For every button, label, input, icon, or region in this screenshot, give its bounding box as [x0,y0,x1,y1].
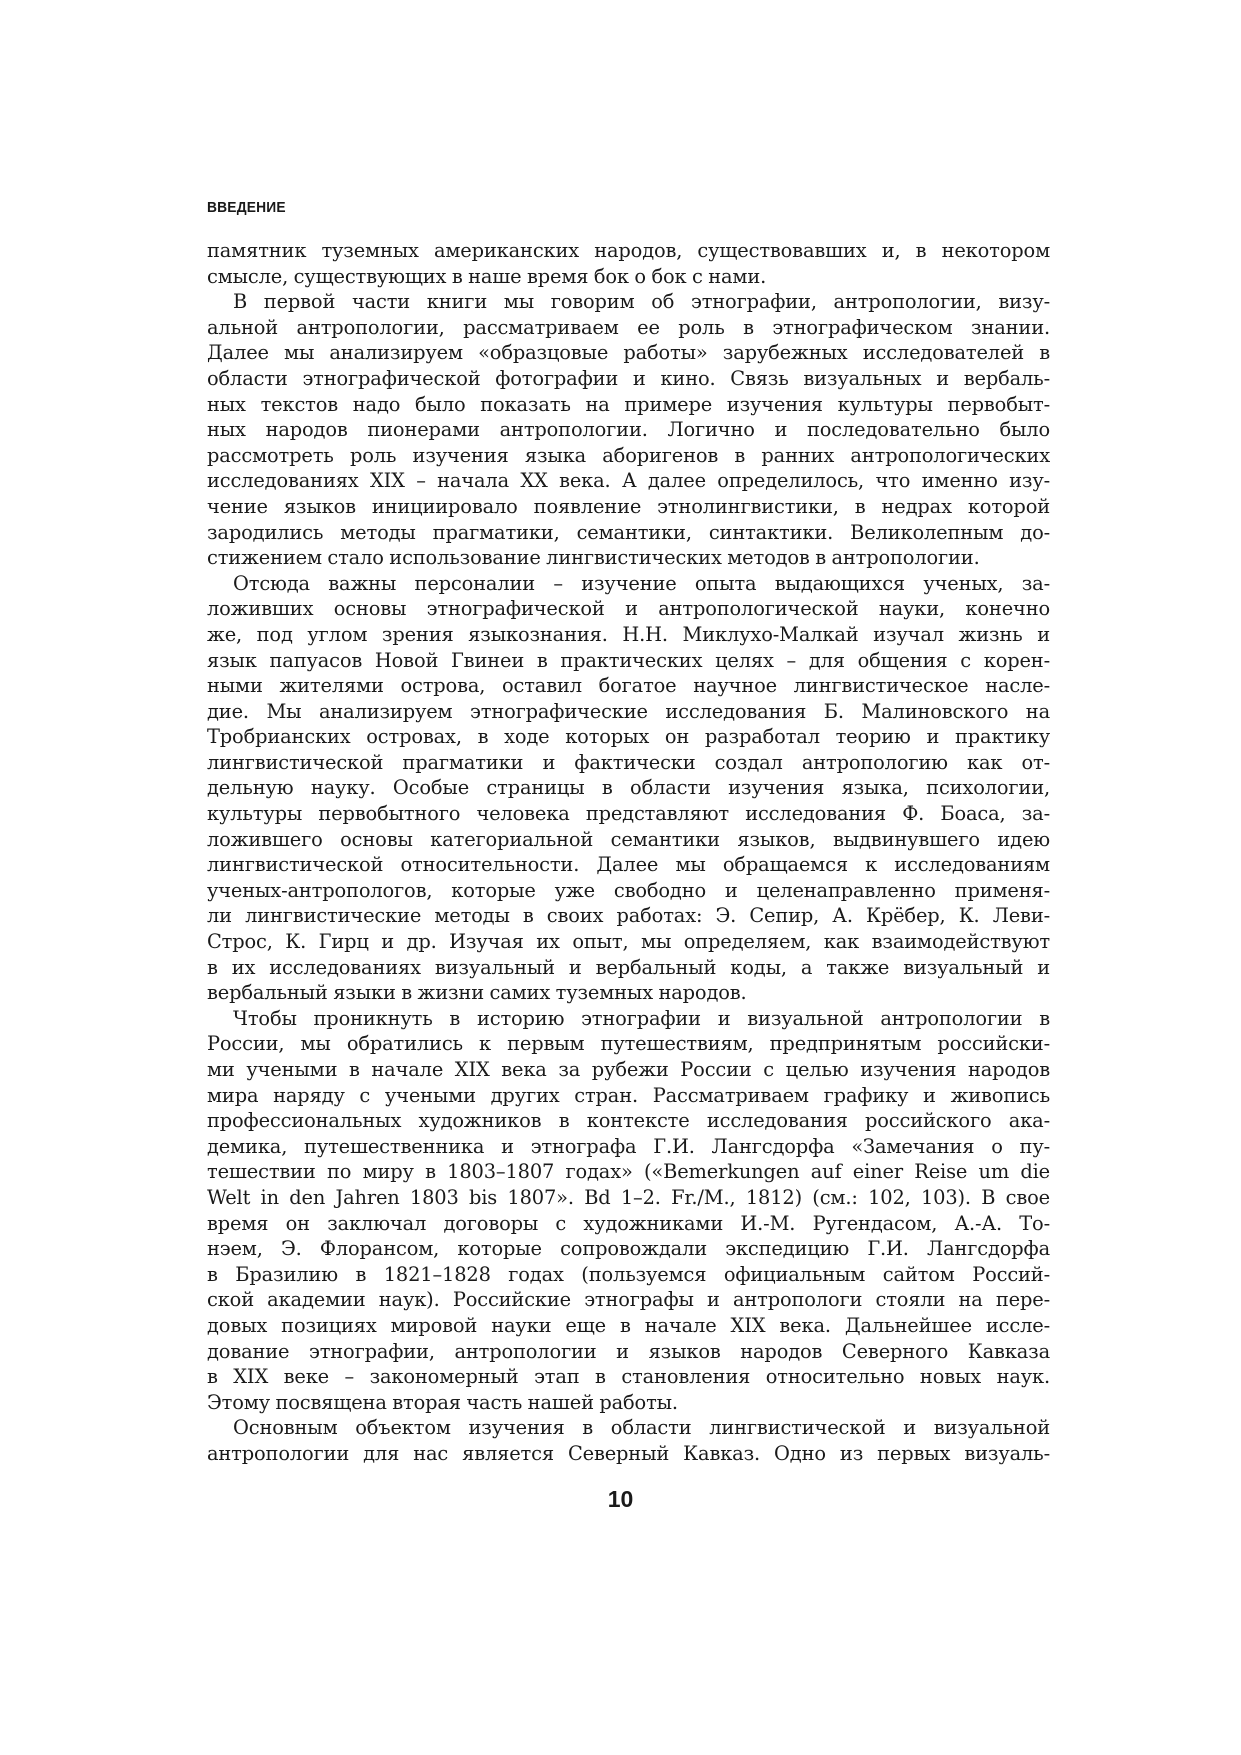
text-line: лингвистической относительности. Далее мы обращаемся к исследованиям [207,853,1050,877]
page-number: 10 [607,1486,634,1512]
text-line: ученых-антропологов, которые уже свободно и целенаправленно применя- [207,878,1050,902]
text-line: области этнографической фотографии и кино. Связь визуальных и вербаль- [207,366,1050,390]
text-line: в их исследованиях визуальный и вербальный коды, а также визуальный и [207,955,1050,979]
text-line: В первой части книги мы говорим об этнографии, антропологии, визу- [233,290,1050,314]
text-line: памятник туземных американских народов, существовавших и, в некотором [207,239,1050,262]
text-line: Тробрианских островах, в ходе которых он разработал теорию и практику [207,725,1050,749]
text-line: ных народов пионерами антропологии. Логично и последовательно было [207,418,1050,442]
text-line: Этому посвящена вторая часть нашей работы. [207,1390,678,1414]
text-line: ской академии наук). Российские этнографы и антропологи стояли на пере- [207,1288,1050,1312]
text-line: исследованиях XIX – начала XX века. А далее определилось, что именно изу- [207,469,1050,493]
text-line: культуры первобытного человека представляют исследования Ф. Боаса, за- [207,802,1050,826]
text-line: мира наряду с учеными других стран. Рассматриваем графику и живопись [207,1083,1050,1107]
text-line: Строс, К. Гирц и др. Изучая их опыт, мы определяем, как взаимодействуют [207,930,1050,954]
text-line: ложившего основы категориальной семантики языков, выдвинувшего идею [207,827,1050,851]
text-line: время он заключал договоры с художниками И.-М. Ругендасом, А.-А. То- [207,1211,1050,1235]
text-line: чение языков инициировало появление этнолингвистики, в недрах которой [207,494,1050,518]
paragraph [207,571,1050,1006]
paragraph [207,289,1050,571]
text-line: в Бразилию в 1821–1828 годах (пользуемся официальным сайтом Россий- [207,1262,1050,1286]
text-line: тешествии по миру в 1803–1807 годах» («Bemerkungen auf einer Reise um die [207,1160,1050,1184]
text-line: антропологии для нас является Северный Кавказ. Одно из первых визуаль- [207,1441,1050,1465]
text-line: демика, путешественника и этнографа Г.И. Лангсдорфа «Замечания о пу- [207,1134,1050,1158]
text-line: нэем, Э. Флорансом, которые сопровождали экспедицию Г.И. Лангсдорфа [207,1237,1050,1261]
text-line: Чтобы проникнуть в историю этнографии и визуальной антропологии в [233,1006,1050,1030]
text-line: альной антропологии, рассматриваем ее роль в этнографическом знании. [207,315,1050,339]
text-line: рассмотреть роль изучения языка аборигенов в ранних антропологических [207,443,1050,467]
paragraph [207,238,1050,289]
text-line: ми учеными в начале XIX века за рубежи России с целью изучения народов [207,1058,1050,1081]
text-line: профессиональных художников в контексте исследования российского ака- [207,1109,1050,1133]
text-line: смысле, существующих в наше время бок о бок с нами. [207,264,767,288]
text-line: дие. Мы анализируем этнографические исследования Б. Малиновского на [207,699,1050,723]
text-line: Welt in den Jahren 1803 bis 1807». Bd 1–2. Fr./M., 1812) (см.: 102, 103). В свое [207,1185,1050,1209]
text-line: в XIX веке – закономерный этап в становления относительно новых наук. [207,1365,1050,1389]
text-line: ными жителями острова, оставил богатое научное лингвистическое насле- [207,674,1050,698]
paragraph [207,1415,1050,1466]
text-line: стижением стало использование лингвистических методов в антропологии. [207,546,980,570]
body-text [207,238,1050,1467]
text-line: Основным объектом изучения в области лингвистической и визуальной [233,1416,1050,1440]
text-line: ных текстов надо было показать на примере изучения культуры первобыт- [207,392,1050,416]
text-line: России, мы обратились к первым путешествиям, предпринятым российски- [207,1032,1050,1056]
text-line: же, под углом зрения языкознания. Н.Н. Миклухо-Малкай изучал жизнь и [207,622,1050,646]
text-line: язык папуасов Новой Гвинеи в практических целях – для общения с корен- [207,648,1050,672]
text-line: Отсюда важны персоналии – изучение опыта выдающихся ученых, за- [233,571,1050,595]
text-line: ложивших основы этнографической и антропологической науки, конечно [207,597,1050,621]
paragraph [207,1006,1050,1416]
text-line: довых позициях мировой науки еще в начале XIX века. Дальнейшее иссле- [207,1313,1050,1337]
text-line: Далее мы анализируем «образцовые работы» зарубежных исследователей в [207,341,1050,365]
text-line: вербальный языки в жизни самих туземных народов. [207,981,747,1005]
text-line: ли лингвистические методы в своих работах: Э. Сепир, А. Крёбер, К. Леви- [207,904,1050,928]
running-head: ВВЕДЕНИЕ [207,199,286,216]
text-line: дельную науку. Особые страницы в области изучения языка, психологии, [207,776,1050,800]
text-line: лингвистической прагматики и фактически создал антропологию как от- [207,750,1050,774]
text-line: зародились методы прагматики, семантики, синтактики. Великолепным до- [207,520,1050,544]
text-line: дование этнографии, антропологии и языков народов Северного Кавказа [207,1339,1050,1363]
